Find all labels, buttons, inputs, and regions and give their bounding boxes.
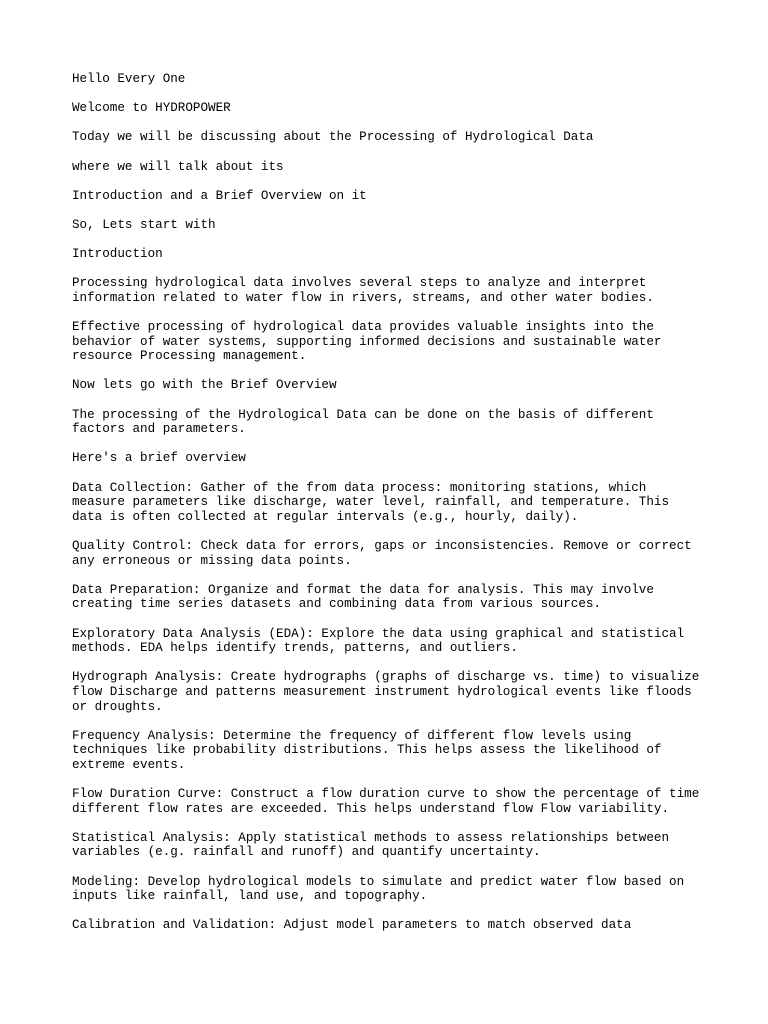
step-data-collection: Data Collection: Gather of the from data process: monitoring stations, which measure parameters like discharge, water level, rainfall, and temperature. This data is often collected at regular intervals (e.g., hourly, daily).: [72, 480, 670, 524]
step-eda: Exploratory Data Analysis (EDA): Explore the data using graphical and statistical methods. EDA helps identify trends, patterns, and outliers.: [72, 626, 685, 656]
document-body: [72, 72, 712, 948]
section-heading-introduction: Introduction: [72, 247, 163, 262]
step-data-preparation: Data Preparation: Organize and format the data for analysis. This may involve creating time series datasets and combining data from various sources.: [72, 582, 654, 612]
overview-heading: Here's a brief overview: [72, 451, 246, 466]
overview-transition: Now lets go with the Brief Overview: [72, 378, 337, 393]
step-flow-duration-curve: Flow Duration Curve: Construct a flow duration curve to show the percentage of time different flow rates are exceeded. This helps understand flow Flow variability.: [72, 787, 700, 816]
step-quality-control: Quality Control: Check data for errors, gaps or inconsistencies. Remove or correct any erroneous or missing data points.: [72, 539, 692, 568]
step-hydrograph-analysis: Hydrograph Analysis: Create hydrographs (graphs of discharge vs. time) to visualize flow Discharge and patterns measurement instrument hydrological events like floods or droughts.: [72, 670, 700, 714]
welcome-line: Welcome to HYDROPOWER: [72, 101, 231, 116]
step-statistical-analysis: Statistical Analysis: Apply statistical methods to assess relationships between variables (e.g. rainfall and runoff) and quantify uncertainty.: [72, 830, 670, 860]
start-line: So, Lets start with: [72, 217, 216, 232]
step-frequency-analysis: Frequency Analysis: Determine the frequency of different flow levels using techniques like probability distributions. This helps assess the likelihood of extreme events.: [72, 728, 662, 772]
agenda-items: Introduction and a Brief Overview on it: [72, 188, 367, 203]
greeting: Hello Every One: [72, 72, 186, 86]
agenda-line: where we will talk about its: [72, 159, 284, 174]
topic-line: Today we will be discussing about the Processing of Hydrological Data: [72, 130, 594, 145]
step-modeling: Modeling: Develop hydrological models to simulate and predict water flow based on inputs like rainfall, land use, and topography.: [72, 874, 685, 904]
intro-paragraph-1: Processing hydrological data involves several steps to analyze and interpret information related to water flow in rivers, streams, and other water bodies.: [72, 276, 654, 305]
intro-paragraph-2: Effective processing of hydrological data provides valuable insights into the behavior of water systems, supporting informed decisions and sustainable water resource Processing management.: [72, 320, 662, 364]
step-calibration-validation: Calibration and Validation: Adjust model parameters to match observed data: [72, 918, 632, 933]
overview-paragraph: The processing of the Hydrological Data can be done on the basis of different factors and parameters.: [72, 407, 654, 437]
